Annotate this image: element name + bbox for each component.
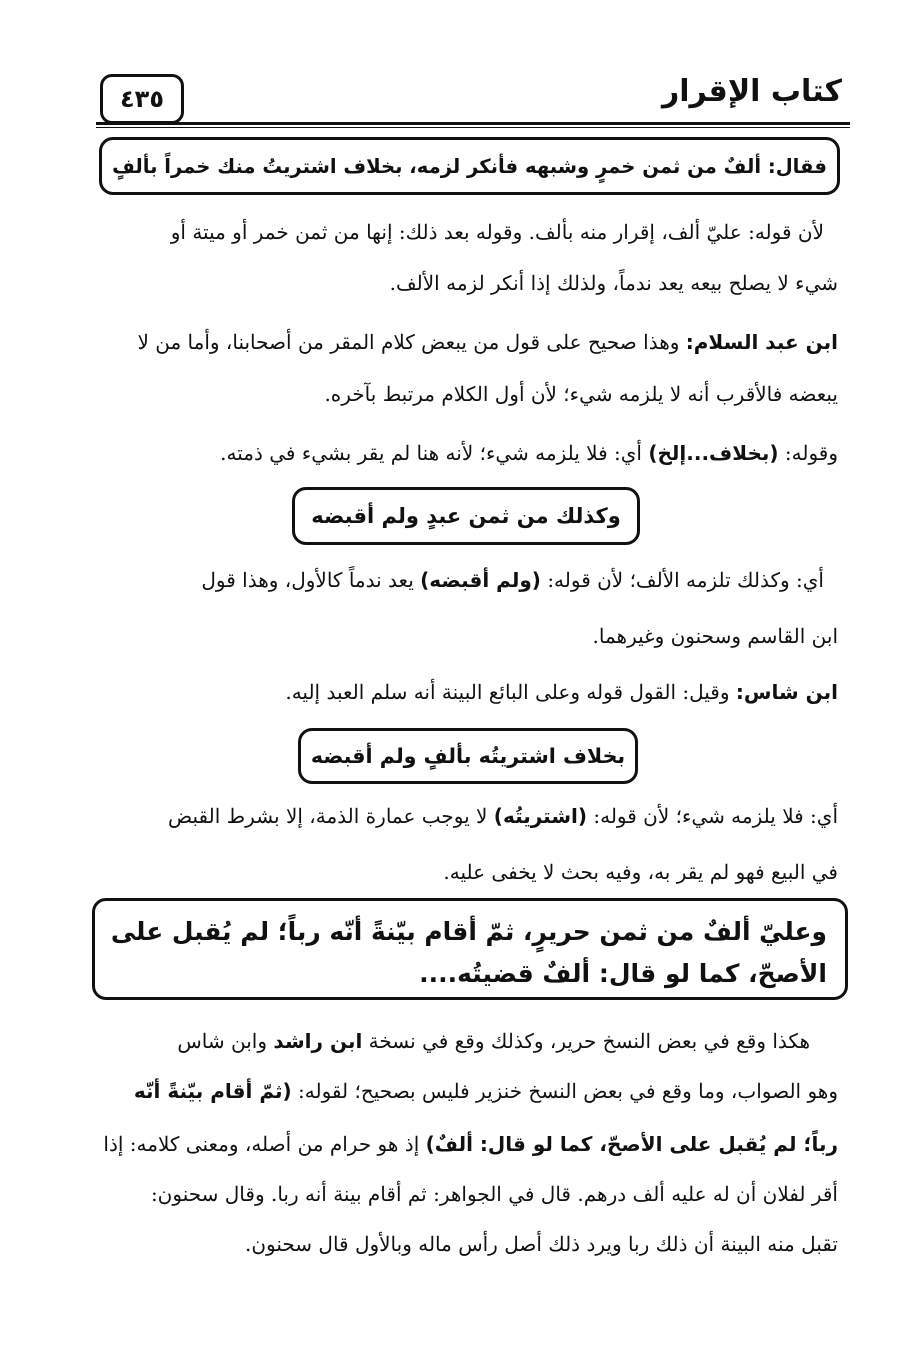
page-number: ٤٣٥ (120, 85, 164, 113)
para-2-line-1 (137, 328, 838, 356)
para-7-line-5: تقبل منه البينة أن ذلك ربا ويرد ذلك أصل رأس ماله وبالأول قال سحنون. (244, 1232, 838, 1256)
page-number-box (100, 74, 184, 124)
para-1-line-1: لأن قوله: عليّ ألف، إقرار منه بألف. وقوله بعد ذلك: إنها من ثمن خمر أو ميتة أو (170, 220, 824, 244)
para-4-pre: أي: وكذلك تلزمه الألف؛ لأن قوله: (547, 568, 824, 592)
header-rule (96, 122, 850, 125)
para-6-pre: أي: فلا يلزمه شيء؛ لأن قوله: (593, 804, 838, 828)
para-3-quote: (بخلاف...إلخ) (648, 441, 779, 465)
para-7-line-1 (177, 1027, 810, 1055)
para-6-line-1 (168, 802, 838, 830)
scholar-name-ibn-rashid: ابن راشد (273, 1029, 363, 1053)
para-4-line-1 (201, 566, 824, 594)
scholar-name-ibn-shas: ابن شاس: (735, 680, 838, 704)
matn-4-line-2: الأصحّ، كما لو قال: ألفٌ قضيتُه.... (419, 959, 827, 988)
para-7-l3-quote: رباً؛ لم يُقبل على الأصحّ، كما لو قال: ألفٌ) (425, 1132, 838, 1156)
para-2-line-2: يبعضه فالأقرب أنه لا يلزمه شيء؛ لأن أول الكلام مرتبط بآخره. (324, 382, 838, 406)
para-4-quote: (ولم أقبضه) (420, 568, 541, 592)
matn-text-2: وكذلك من ثمن عبدٍ ولم أقبضه (311, 504, 621, 528)
matn-box-1 (99, 137, 840, 195)
para-2-text: وهذا صحيح على قول من يبعض كلام المقر من أصحابنا، وأما من لا (137, 330, 680, 354)
para-7-l1-pre: هكذا وقع في بعض النسخ حرير، وكذلك وقع في نسخة (368, 1029, 810, 1053)
para-6-line-2: في البيع فهو لم يقر به، وفيه بحث لا يخفى عليه. (443, 860, 838, 884)
matn-4-line-1: وعليّ ألفٌ من ثمن حريرٍ، ثمّ أقام بيّنةً أنّه رباً؛ لم يُقبل على (110, 917, 827, 946)
para-5-line (285, 678, 838, 706)
para-7-l3-post: إذ هو حرام من أصله، ومعنى كلامه: إذا (103, 1132, 420, 1156)
scholar-name-ibn-abd-al-salam: ابن عبد السلام: (685, 330, 838, 354)
para-6-quote: (اشتريتُه) (493, 804, 588, 828)
para-1-line-2: شيء لا يصلح بيعه يعد ندماً، ولذلك إذا أنكر لزمه الألف. (389, 271, 838, 295)
para-7-line-3 (103, 1130, 838, 1158)
para-3-post: أي: فلا يلزمه شيء؛ لأنه هنا لم يقر بشيء في ذمته. (220, 441, 642, 465)
matn-text-1: فقال: ألفٌ من ثمن خمرٍ وشبهه فأنكر لزمه، بخلاف اشتريتُ منك خمراً بألفٍ (112, 154, 827, 178)
para-7-l2-pre: وهو الصواب، وما وقع في بعض النسخ خنزير فليس بصحيح؛ لقوله: (298, 1079, 838, 1103)
para-7-line-4: أقر لفلان أن له عليه ألف درهم. قال في الجواهر: ثم أقام بينة أنه ربا. وقال سحنون: (150, 1182, 838, 1206)
header-rule-thin (96, 127, 850, 128)
matn-box-2 (292, 487, 640, 545)
para-7-l1-post: وابن شاس (177, 1029, 268, 1053)
matn-box-4 (92, 898, 848, 1000)
matn-box-3 (298, 728, 638, 784)
matn-text-3: بخلاف اشتريتُه بألفٍ ولم أقبضه (310, 744, 626, 768)
para-4-line-2: ابن القاسم وسحنون وغيرهما. (592, 624, 838, 648)
para-4-post: يعد ندماً كالأول، وهذا قول (201, 568, 414, 592)
para-7-line-2 (134, 1077, 838, 1105)
para-5-text: وقيل: القول قوله وعلى البائع البينة أنه سلم العبد إليه. (285, 680, 730, 704)
running-header-title: كتاب الإقرار (661, 74, 842, 109)
para-3-pre: وقوله: (784, 441, 838, 465)
para-7-l2-quote: (ثمّ أقام بيّنةً أنّه (133, 1079, 292, 1103)
para-6-post: لا يوجب عمارة الذمة، إلا بشرط القبض (168, 804, 488, 828)
para-3-line (220, 439, 838, 467)
